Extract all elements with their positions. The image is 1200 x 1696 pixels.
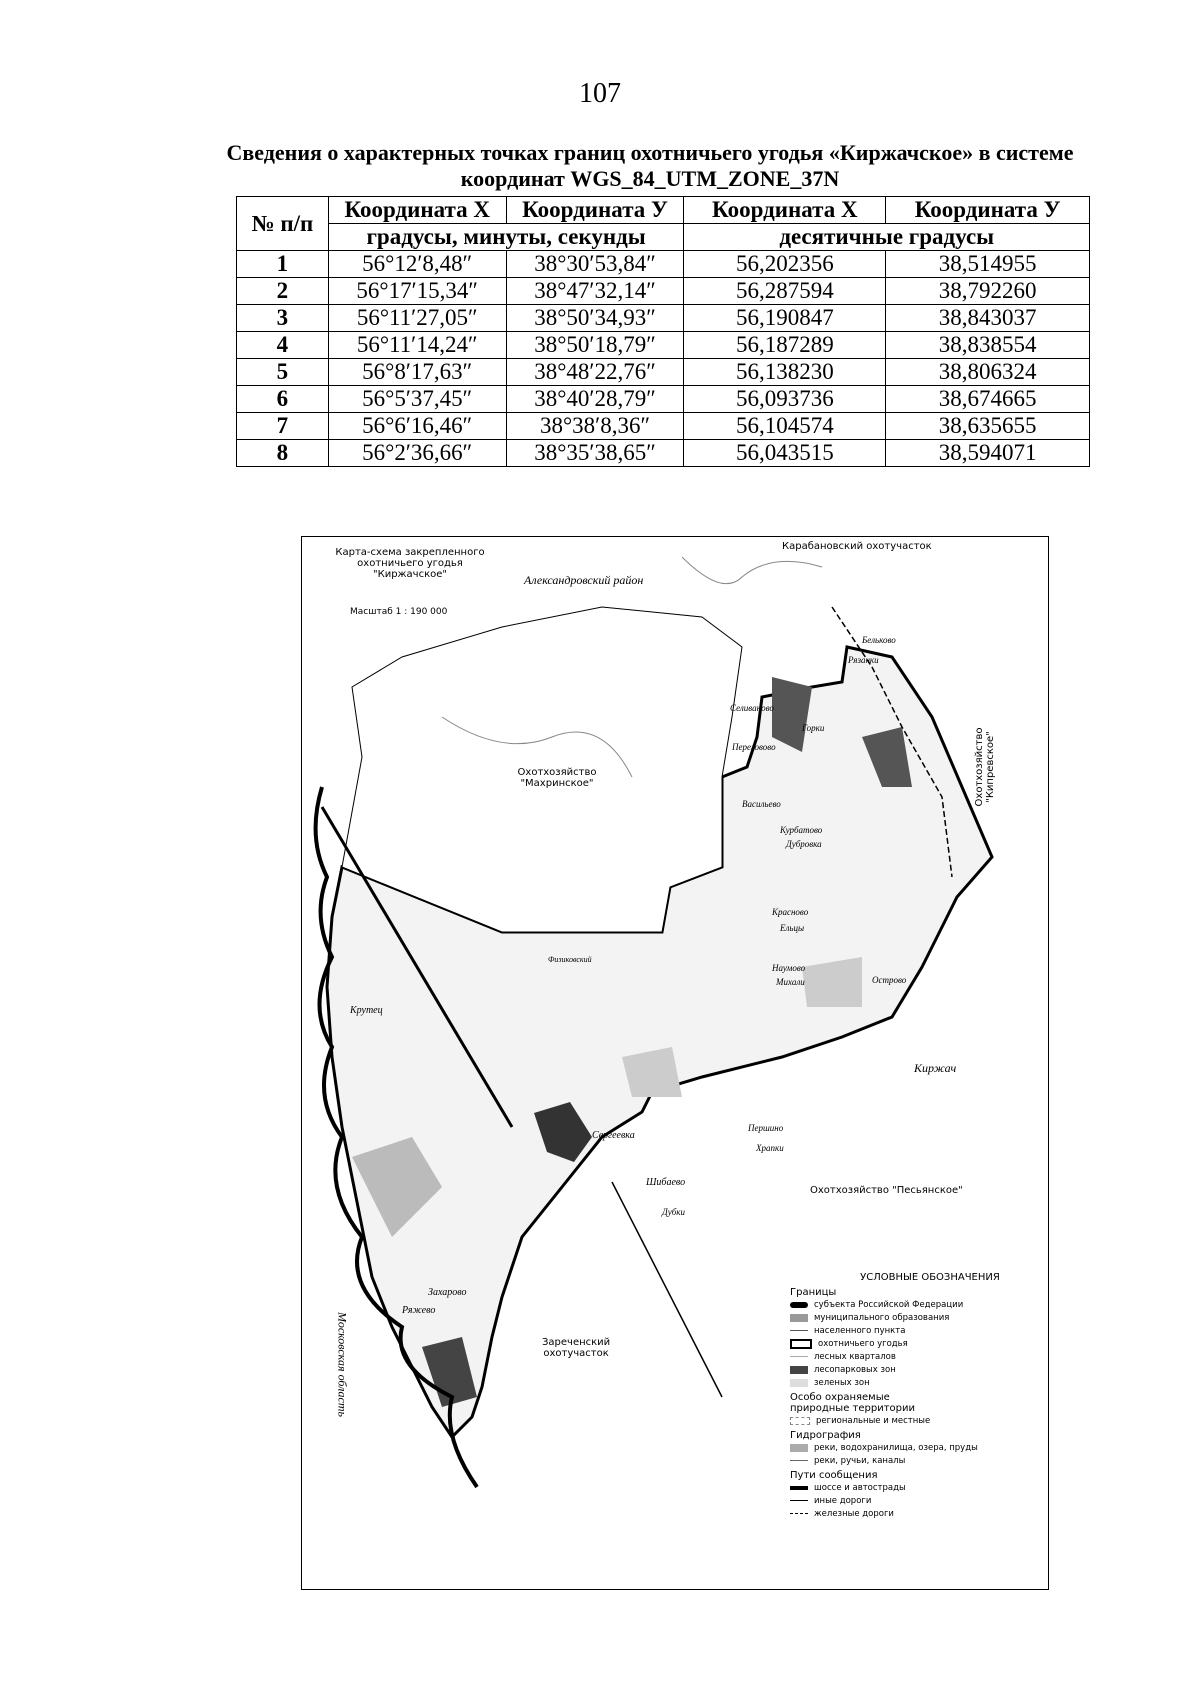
row-number: 4 [237, 332, 329, 359]
legend-label: региональные и местные [816, 1415, 931, 1426]
row-number: 5 [237, 359, 329, 386]
label-dubki: Дубки [662, 1207, 685, 1217]
coordinate-cell: 56°11′27,05″ [328, 305, 506, 332]
coordinate-cell: 38,792260 [886, 278, 1090, 305]
coordinate-cell: 56°11′14,24″ [328, 332, 506, 359]
header-y-dms: Координата У [506, 197, 684, 224]
map-scale: Масштаб 1 : 190 000 [350, 607, 448, 617]
row-number: 8 [237, 440, 329, 467]
legend-label: муниципального образования [814, 1312, 950, 1323]
legend-group-roads: Пути сообщения [790, 1470, 878, 1481]
table-row [237, 332, 1090, 359]
table-row [237, 386, 1090, 413]
table-row [237, 278, 1090, 305]
legend-item [790, 1337, 1030, 1350]
legend-group-borders: Границы [790, 1287, 837, 1298]
legend-item [790, 1376, 1030, 1389]
coordinate-cell: 56°8′17,63″ [328, 359, 506, 386]
coordinate-cell: 56°12′8,48″ [328, 251, 506, 278]
legend-item [790, 1494, 1030, 1507]
coordinate-cell: 56,287594 [684, 278, 886, 305]
row-number: 3 [237, 305, 329, 332]
legend-item [790, 1363, 1030, 1376]
coordinate-cell: 56°17′15,34″ [328, 278, 506, 305]
label-kirzhach: Киржач [914, 1061, 957, 1075]
table-row [237, 359, 1090, 386]
coordinate-cell: 56,190847 [684, 305, 886, 332]
legend-title: УСЛОВНЫЕ ОБОЗНАЧЕНИЯ [860, 1272, 1000, 1283]
table-subheader-row [237, 224, 1090, 251]
coordinate-cell: 38,594071 [886, 440, 1090, 467]
label-peregovovo: Переговово [732, 742, 776, 752]
coordinate-cell: 56°5′37,45″ [328, 386, 506, 413]
coordinate-cell: 56,093736 [684, 386, 886, 413]
label-selivanovo: Селиваново [730, 703, 774, 713]
table-row [237, 440, 1090, 467]
legend-label: реки, ручьи, каналы [814, 1455, 906, 1466]
legend-group-protected: Особо охраняемые [790, 1392, 890, 1403]
label-kiprevskoe [974, 707, 996, 827]
label-gorki: Горки [802, 723, 825, 733]
table-row [237, 251, 1090, 278]
legend-label: лесопарковых зон [814, 1364, 896, 1375]
map-title [330, 547, 490, 580]
table-row [237, 305, 1090, 332]
legend-group-protected-2: природные территории [790, 1403, 915, 1414]
coordinate-cell: 38°47′32,14″ [506, 278, 684, 305]
map-title-3: "Киржачское" [373, 569, 447, 580]
label-ostrovo: Острово [872, 975, 907, 985]
legend-label: иные дороги [814, 1495, 872, 1506]
legend-label: железные дороги [814, 1508, 894, 1519]
coordinate-cell: 56,187289 [684, 332, 886, 359]
coordinates-table [236, 196, 1090, 467]
label-moskovskaya: Московская область [335, 1312, 350, 1417]
label-belkovo: Бельково [862, 635, 896, 645]
label-kiprevskoe-1: Охотхозяйство [974, 727, 985, 807]
coordinate-cell: 38,806324 [886, 359, 1090, 386]
legend-label: населенного пункта [814, 1325, 906, 1336]
legend-item [790, 1481, 1030, 1494]
label-pershino: Першино [748, 1123, 784, 1133]
coordinate-cell: 38°30′53,84″ [506, 251, 684, 278]
label-zarechensky [542, 1337, 610, 1359]
label-eltsy: Ельцы [780, 923, 805, 933]
label-sergeevka: Сергеевка [592, 1130, 635, 1141]
legend-item [790, 1298, 1030, 1311]
label-karabanovsky: Карабановский охотучасток [782, 541, 932, 552]
legend-label: шоссе и автострады [814, 1482, 906, 1493]
coordinate-cell: 38°40′28,79″ [506, 386, 684, 413]
legend-item [790, 1311, 1030, 1324]
label-naumovo: Наумово [772, 963, 806, 973]
map-legend [790, 1272, 1030, 1520]
coordinate-cell: 38°38′8,36″ [506, 413, 684, 440]
row-number: 6 [237, 386, 329, 413]
river [682, 557, 822, 584]
title-line-2: координат WGS_84_UTM_ZONE_37N [460, 166, 840, 191]
legend-item [790, 1441, 1030, 1454]
label-razhevo: Ряжево [402, 1305, 436, 1316]
table-row [237, 413, 1090, 440]
label-makhrinskoe [502, 767, 612, 789]
legend-label: субъекта Российской Федерации [814, 1299, 964, 1310]
coordinate-cell: 56,138230 [684, 359, 886, 386]
label-khrapki: Храпки [756, 1143, 784, 1153]
coordinate-cell: 56,043515 [684, 440, 886, 467]
label-makhrinskoe-2: "Махринское" [520, 778, 594, 789]
legend-label: зеленых зон [814, 1377, 870, 1388]
title-line-1: Сведения о характерных точках границ охотничьего угодья «Киржачское» в системе [226, 140, 1074, 165]
header-y-dec: Координата У [886, 197, 1090, 224]
coordinate-cell: 38,514955 [886, 251, 1090, 278]
legend-item [790, 1414, 1030, 1427]
coordinate-cell: 56°6′16,46″ [328, 413, 506, 440]
label-zarechensky-2: охотучасток [543, 1348, 609, 1359]
label-krutets: Крутец [350, 1005, 383, 1016]
legend-group-hydro: Гидрография [790, 1430, 861, 1441]
label-fizikovsky: Физиковский [548, 955, 592, 964]
map-scheme [301, 536, 1049, 1590]
page-title [180, 140, 1120, 192]
label-ryazanki: Рязанки [848, 655, 879, 665]
label-makhrinskoe-1: Охотхозяйство [517, 767, 597, 778]
table-body [237, 251, 1090, 467]
table-header-row [237, 197, 1090, 224]
label-dubrovka: Дубровка [786, 839, 822, 849]
coordinate-cell: 38°48′22,76″ [506, 359, 684, 386]
label-vasilevo: Васильево [742, 799, 781, 809]
page-number: 107 [579, 78, 621, 109]
legend-item [790, 1350, 1030, 1363]
label-mikhali: Михали [776, 977, 805, 987]
coordinate-cell: 38,674665 [886, 386, 1090, 413]
header-num: № п/п [237, 197, 329, 251]
row-number: 7 [237, 413, 329, 440]
header-x-dec: Координата X [684, 197, 886, 224]
label-shibaevo: Шибаево [646, 1177, 686, 1188]
legend-item [790, 1454, 1030, 1467]
coordinate-cell: 56,104574 [684, 413, 886, 440]
legend-item [790, 1507, 1030, 1520]
legend-item [790, 1324, 1030, 1337]
legend-label: охотничьего угодья [818, 1338, 908, 1349]
coordinate-cell: 38°50′34,93″ [506, 305, 684, 332]
label-aleksandrovsky: Александровский район [524, 573, 644, 587]
label-krasnovo: Красново [772, 907, 809, 917]
label-zarechensky-1: Зареченский [542, 1337, 611, 1348]
map-title-1: Карта-схема закрепленного [335, 547, 485, 558]
coordinate-cell: 56°2′36,66″ [328, 440, 506, 467]
label-kurbatovo: Курбатово [780, 825, 823, 835]
coordinate-cell: 38°50′18,79″ [506, 332, 684, 359]
label-kiprevskoe-2: "Кипревское" [985, 731, 996, 803]
coordinate-cell: 38°35′38,65″ [506, 440, 684, 467]
label-zakharovo: Захарово [428, 1287, 467, 1298]
header-x-dms: Координата X [328, 197, 506, 224]
row-number: 1 [237, 251, 329, 278]
label-pesyanskoe: Охотхозяйство "Песьянское" [810, 1185, 963, 1196]
legend-label: реки, водохранилища, озера, пруды [814, 1442, 978, 1453]
map-title-2: охотничьего угодья [357, 558, 463, 569]
subheader-dec: десятичные градусы [684, 224, 1090, 251]
coordinate-cell: 38,635655 [886, 413, 1090, 440]
row-number: 2 [237, 278, 329, 305]
coordinate-cell: 38,838554 [886, 332, 1090, 359]
legend-label: лесных кварталов [814, 1351, 896, 1362]
coordinate-cell: 38,843037 [886, 305, 1090, 332]
coordinate-cell: 56,202356 [684, 251, 886, 278]
subheader-dms: градусы, минуты, секунды [328, 224, 684, 251]
